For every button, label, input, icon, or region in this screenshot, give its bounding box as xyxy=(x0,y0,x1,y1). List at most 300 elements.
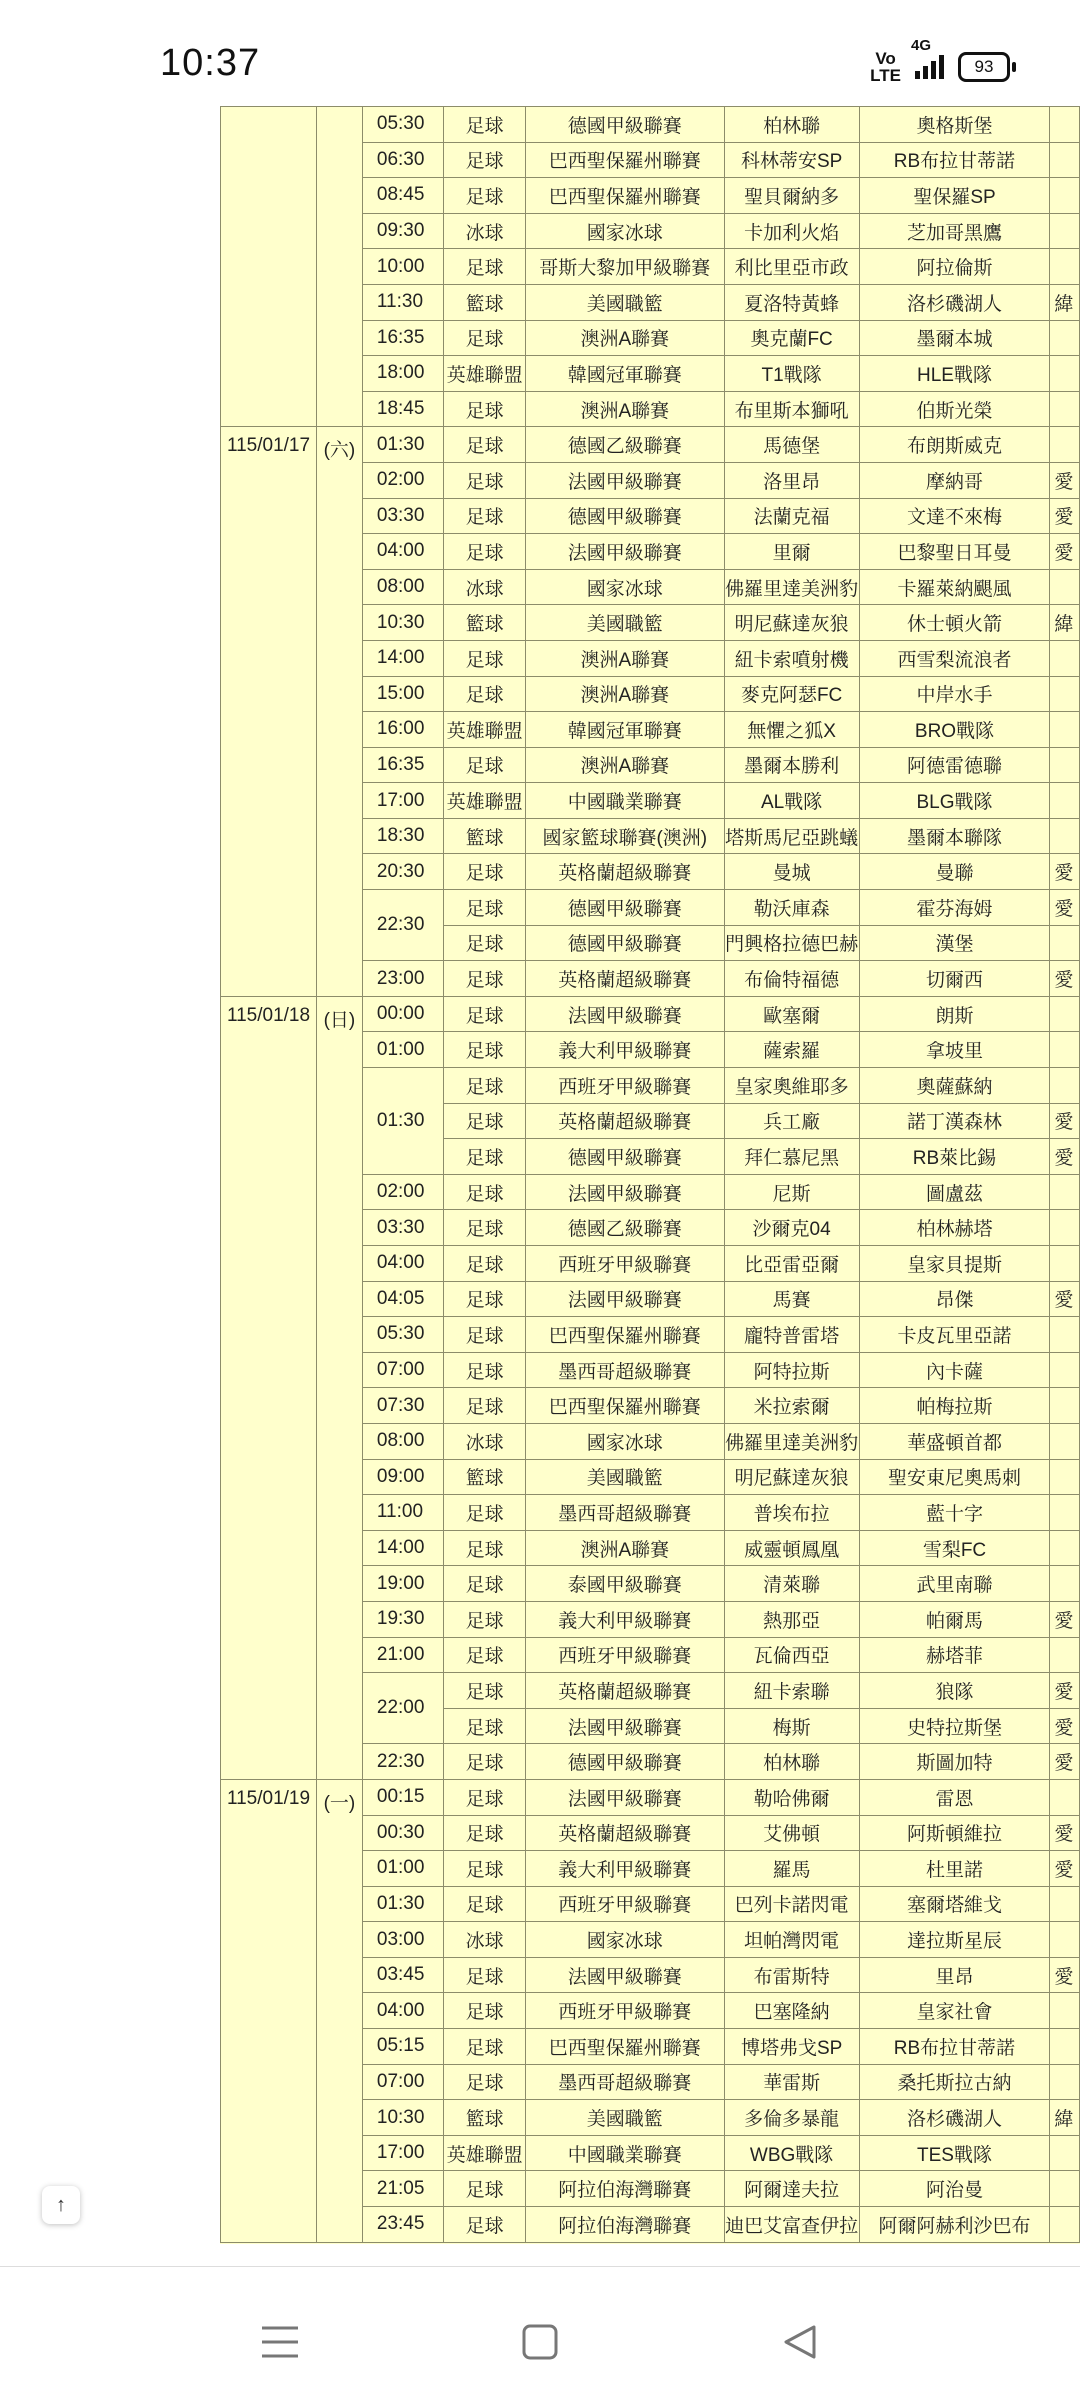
league-cell: 巴西聖保羅州聯賽 xyxy=(525,1388,724,1424)
away-cell: 藍十字 xyxy=(859,1495,1050,1531)
time-cell: 15:00 xyxy=(362,676,443,712)
league-cell: 德國乙級聯賽 xyxy=(525,1210,724,1246)
extra-cell xyxy=(1050,1246,1080,1282)
signal-icon xyxy=(911,37,944,79)
time-cell: 01:00 xyxy=(362,1851,443,1887)
sport-cell: 足球 xyxy=(444,462,526,498)
time-cell: 07:00 xyxy=(362,1352,443,1388)
extra-cell xyxy=(1050,1352,1080,1388)
home-cell: 無懼之狐X xyxy=(724,712,859,748)
sport-cell: 足球 xyxy=(444,1210,526,1246)
status-icons xyxy=(870,37,1010,85)
time-cell: 19:00 xyxy=(362,1566,443,1602)
time-cell: 05:30 xyxy=(362,107,443,143)
sport-cell: 足球 xyxy=(444,676,526,712)
extra-cell xyxy=(1050,1637,1080,1673)
extra-cell xyxy=(1050,1068,1080,1104)
time-cell: 09:00 xyxy=(362,1459,443,1495)
away-cell: 卡皮瓦里亞諾 xyxy=(859,1317,1050,1353)
arrow-up-icon: ↑ xyxy=(56,2193,66,2216)
home-cell: 清萊聯 xyxy=(724,1566,859,1602)
sport-cell: 足球 xyxy=(444,1779,526,1815)
home-cell: 布雷斯特 xyxy=(724,1957,859,1993)
away-cell: 阿爾阿赫利沙巴布 xyxy=(859,2207,1050,2243)
extra-cell xyxy=(1050,2135,1080,2171)
league-cell: 巴西聖保羅州聯賽 xyxy=(525,142,724,178)
league-cell: 巴西聖保羅州聯賽 xyxy=(525,178,724,214)
extra-cell: 愛 xyxy=(1050,462,1080,498)
time-cell: 07:30 xyxy=(362,1388,443,1424)
league-cell: 美國職籃 xyxy=(525,2100,724,2136)
away-cell: 中岸水手 xyxy=(859,676,1050,712)
league-cell: 德國甲級聯賽 xyxy=(525,1139,724,1175)
away-cell: BRO戰隊 xyxy=(859,712,1050,748)
home-cell: 麥克阿瑟FC xyxy=(724,676,859,712)
time-cell: 22:30 xyxy=(362,890,443,961)
sport-cell: 足球 xyxy=(444,890,526,926)
time-cell: 10:30 xyxy=(362,2100,443,2136)
weekday-cell: (六) xyxy=(317,427,363,997)
extra-cell: 愛 xyxy=(1050,1815,1080,1851)
time-cell: 01:30 xyxy=(362,427,443,463)
away-cell: 達拉斯星辰 xyxy=(859,1922,1050,1958)
sport-cell: 籃球 xyxy=(444,1459,526,1495)
sport-cell: 足球 xyxy=(444,1673,526,1709)
home-cell: 法蘭克福 xyxy=(724,498,859,534)
away-cell: 巴黎聖日耳曼 xyxy=(859,534,1050,570)
home-cell: AL戰隊 xyxy=(724,783,859,819)
away-cell: 帕爾馬 xyxy=(859,1601,1050,1637)
league-cell: 法國甲級聯賽 xyxy=(525,1281,724,1317)
extra-cell: 愛 xyxy=(1050,961,1080,997)
extra-cell: 愛 xyxy=(1050,1103,1080,1139)
away-cell: 阿治曼 xyxy=(859,2171,1050,2207)
extra-cell xyxy=(1050,2029,1080,2065)
league-cell: 美國職籃 xyxy=(525,1459,724,1495)
sport-cell: 足球 xyxy=(444,1068,526,1104)
sport-cell: 足球 xyxy=(444,498,526,534)
home-cell: 尼斯 xyxy=(724,1174,859,1210)
extra-cell: 愛 xyxy=(1050,1708,1080,1744)
home-cell: WBG戰隊 xyxy=(724,2135,859,2171)
sport-cell: 足球 xyxy=(444,142,526,178)
extra-cell xyxy=(1050,249,1080,285)
sport-cell: 足球 xyxy=(444,534,526,570)
league-cell: 澳洲A聯賽 xyxy=(525,640,724,676)
league-cell: 墨西哥超級聯賽 xyxy=(525,2064,724,2100)
time-cell: 05:15 xyxy=(362,2029,443,2065)
sport-cell: 足球 xyxy=(444,249,526,285)
league-cell: 阿拉伯海灣聯賽 xyxy=(525,2207,724,2243)
away-cell: 昂傑 xyxy=(859,1281,1050,1317)
sport-cell: 籃球 xyxy=(444,818,526,854)
away-cell: 雷恩 xyxy=(859,1779,1050,1815)
sport-cell: 足球 xyxy=(444,1388,526,1424)
extra-cell xyxy=(1050,1495,1080,1531)
home-cell: 多倫多暴龍 xyxy=(724,2100,859,2136)
home-cell: 門興格拉德巴赫 xyxy=(724,925,859,961)
time-cell: 22:30 xyxy=(362,1744,443,1780)
time-cell: 04:00 xyxy=(362,1246,443,1282)
league-cell: 國家冰球 xyxy=(525,569,724,605)
league-cell: 韓國冠軍聯賽 xyxy=(525,712,724,748)
sport-cell: 足球 xyxy=(444,2064,526,2100)
extra-cell xyxy=(1050,640,1080,676)
league-cell: 巴西聖保羅州聯賽 xyxy=(525,1317,724,1353)
navigation-bar xyxy=(0,2266,1080,2401)
time-cell: 16:35 xyxy=(362,320,443,356)
home-cell: 奧克蘭FC xyxy=(724,320,859,356)
recents-button[interactable] xyxy=(255,2317,305,2367)
schedule-table xyxy=(220,106,1080,2243)
date-cell: 115/01/17 xyxy=(221,427,317,997)
extra-cell xyxy=(1050,1174,1080,1210)
league-cell: 澳洲A聯賽 xyxy=(525,320,724,356)
weekday-cell xyxy=(317,107,363,427)
sport-cell: 足球 xyxy=(444,107,526,143)
sport-cell: 英雄聯盟 xyxy=(444,2135,526,2171)
sport-cell: 足球 xyxy=(444,1957,526,1993)
sport-cell: 足球 xyxy=(444,961,526,997)
away-cell: RB萊比錫 xyxy=(859,1139,1050,1175)
away-cell: 杜里諾 xyxy=(859,1851,1050,1887)
league-cell: 中國職業聯賽 xyxy=(525,783,724,819)
time-cell: 11:30 xyxy=(362,284,443,320)
away-cell: 皇家社會 xyxy=(859,1993,1050,2029)
date-cell xyxy=(221,107,317,427)
extra-cell xyxy=(1050,320,1080,356)
time-cell: 21:00 xyxy=(362,1637,443,1673)
home-cell: 里爾 xyxy=(724,534,859,570)
home-cell: 佛羅里達美洲豹 xyxy=(724,1423,859,1459)
league-cell: 韓國冠軍聯賽 xyxy=(525,356,724,392)
time-cell: 03:45 xyxy=(362,1957,443,1993)
home-cell: 卡加利火焰 xyxy=(724,213,859,249)
away-cell: 圖盧茲 xyxy=(859,1174,1050,1210)
time-cell: 04:00 xyxy=(362,1993,443,2029)
away-cell: 諾丁漢森林 xyxy=(859,1103,1050,1139)
league-cell: 德國甲級聯賽 xyxy=(525,107,724,143)
schedule-table-viewport[interactable] xyxy=(220,106,1080,2244)
sport-cell: 足球 xyxy=(444,1601,526,1637)
sport-cell: 冰球 xyxy=(444,1922,526,1958)
sport-cell: 足球 xyxy=(444,1708,526,1744)
time-cell: 18:00 xyxy=(362,356,443,392)
home-button[interactable] xyxy=(515,2317,565,2367)
home-cell: 巴列卡諾閃電 xyxy=(724,1886,859,1922)
league-cell: 哥斯大黎加甲級聯賽 xyxy=(525,249,724,285)
sport-cell: 足球 xyxy=(444,1993,526,2029)
home-cell: 曼城 xyxy=(724,854,859,890)
league-cell: 西班牙甲級聯賽 xyxy=(525,1993,724,2029)
time-cell: 09:30 xyxy=(362,213,443,249)
league-cell: 德國甲級聯賽 xyxy=(525,498,724,534)
home-cell: 羅馬 xyxy=(724,1851,859,1887)
time-cell: 03:30 xyxy=(362,1210,443,1246)
extra-cell: 愛 xyxy=(1050,1281,1080,1317)
extra-cell: 愛 xyxy=(1050,1673,1080,1709)
extra-cell xyxy=(1050,2207,1080,2243)
table-row xyxy=(221,107,1080,143)
back-button[interactable] xyxy=(775,2317,825,2367)
home-cell: 聖貝爾納多 xyxy=(724,178,859,214)
league-cell: 德國甲級聯賽 xyxy=(525,890,724,926)
time-cell: 10:00 xyxy=(362,249,443,285)
extra-cell xyxy=(1050,1779,1080,1815)
time-cell: 10:30 xyxy=(362,605,443,641)
league-cell: 法國甲級聯賽 xyxy=(525,1779,724,1815)
home-cell: 沙爾克04 xyxy=(724,1210,859,1246)
extra-cell xyxy=(1050,925,1080,961)
home-cell: 華雷斯 xyxy=(724,2064,859,2100)
extra-cell xyxy=(1050,142,1080,178)
home-cell: 馬德堡 xyxy=(724,427,859,463)
time-cell: 03:00 xyxy=(362,1922,443,1958)
home-cell: 柏林聯 xyxy=(724,1744,859,1780)
league-cell: 國家冰球 xyxy=(525,1922,724,1958)
away-cell: 桑托斯拉古納 xyxy=(859,2064,1050,2100)
extra-cell xyxy=(1050,427,1080,463)
home-cell: 紐卡索噴射機 xyxy=(724,640,859,676)
extra-cell xyxy=(1050,1032,1080,1068)
away-cell: 墨爾本城 xyxy=(859,320,1050,356)
sport-cell: 足球 xyxy=(444,1744,526,1780)
extra-cell: 愛 xyxy=(1050,1851,1080,1887)
sport-cell: 足球 xyxy=(444,1495,526,1531)
away-cell: 史特拉斯堡 xyxy=(859,1708,1050,1744)
time-cell: 01:30 xyxy=(362,1886,443,1922)
away-cell: 阿拉倫斯 xyxy=(859,249,1050,285)
away-cell: 阿斯頓維拉 xyxy=(859,1815,1050,1851)
time-cell: 00:30 xyxy=(362,1815,443,1851)
sport-cell: 足球 xyxy=(444,2207,526,2243)
extra-cell: 緯 xyxy=(1050,605,1080,641)
date-cell: 115/01/18 xyxy=(221,996,317,1779)
away-cell: 霍芬海姆 xyxy=(859,890,1050,926)
time-cell: 01:00 xyxy=(362,1032,443,1068)
date-cell: 115/01/19 xyxy=(221,1779,317,2242)
league-cell: 法國甲級聯賽 xyxy=(525,534,724,570)
status-time: 10:37 xyxy=(160,42,261,84)
home-cell: 薩索羅 xyxy=(724,1032,859,1068)
sport-cell: 足球 xyxy=(444,1103,526,1139)
square-icon xyxy=(522,2324,558,2360)
time-cell: 11:00 xyxy=(362,1495,443,1531)
league-cell: 義大利甲級聯賽 xyxy=(525,1032,724,1068)
away-cell: 斯圖加特 xyxy=(859,1744,1050,1780)
league-cell: 澳洲A聯賽 xyxy=(525,747,724,783)
home-cell: 佛羅里達美洲豹 xyxy=(724,569,859,605)
home-cell: 紐卡索聯 xyxy=(724,1673,859,1709)
away-cell: 布朗斯威克 xyxy=(859,427,1050,463)
league-cell: 義大利甲級聯賽 xyxy=(525,1601,724,1637)
menu-icon xyxy=(260,2324,300,2360)
home-cell: 塔斯馬尼亞跳蟻 xyxy=(724,818,859,854)
away-cell: 聖安東尼奧馬刺 xyxy=(859,1459,1050,1495)
extra-cell: 愛 xyxy=(1050,498,1080,534)
time-cell: 16:00 xyxy=(362,712,443,748)
sport-cell: 籃球 xyxy=(444,605,526,641)
home-cell: 龐特普雷塔 xyxy=(724,1317,859,1353)
away-cell: 漢堡 xyxy=(859,925,1050,961)
time-cell: 07:00 xyxy=(362,2064,443,2100)
sport-cell: 足球 xyxy=(444,996,526,1032)
time-cell: 02:00 xyxy=(362,1174,443,1210)
extra-cell xyxy=(1050,1317,1080,1353)
extra-cell: 愛 xyxy=(1050,534,1080,570)
extra-cell: 愛 xyxy=(1050,1957,1080,1993)
extra-cell xyxy=(1050,1922,1080,1958)
home-cell: 洛里昂 xyxy=(724,462,859,498)
league-cell: 墨西哥超級聯賽 xyxy=(525,1495,724,1531)
status-bar xyxy=(0,0,1080,100)
extra-cell xyxy=(1050,1886,1080,1922)
sport-cell: 足球 xyxy=(444,1815,526,1851)
away-cell: RB布拉甘蒂諾 xyxy=(859,2029,1050,2065)
time-cell: 17:00 xyxy=(362,783,443,819)
sport-cell: 足球 xyxy=(444,427,526,463)
extra-cell: 緯 xyxy=(1050,284,1080,320)
time-cell: 08:00 xyxy=(362,1423,443,1459)
home-cell: 布里斯本獅吼 xyxy=(724,391,859,427)
league-cell: 國家冰球 xyxy=(525,213,724,249)
extra-cell: 愛 xyxy=(1050,1139,1080,1175)
league-cell: 英格蘭超級聯賽 xyxy=(525,1103,724,1139)
sport-cell: 足球 xyxy=(444,1886,526,1922)
away-cell: 阿德雷德聯 xyxy=(859,747,1050,783)
league-cell: 西班牙甲級聯賽 xyxy=(525,1886,724,1922)
away-cell: 武里南聯 xyxy=(859,1566,1050,1602)
sport-cell: 足球 xyxy=(444,747,526,783)
extra-cell xyxy=(1050,213,1080,249)
away-cell: 墨爾本聯隊 xyxy=(859,818,1050,854)
sport-cell: 籃球 xyxy=(444,2100,526,2136)
extra-cell xyxy=(1050,1423,1080,1459)
extra-cell xyxy=(1050,1459,1080,1495)
league-cell: 西班牙甲級聯賽 xyxy=(525,1637,724,1673)
sport-cell: 足球 xyxy=(444,178,526,214)
league-cell: 澳洲A聯賽 xyxy=(525,1530,724,1566)
home-cell: 馬賽 xyxy=(724,1281,859,1317)
league-cell: 美國職籃 xyxy=(525,605,724,641)
time-cell: 21:05 xyxy=(362,2171,443,2207)
sport-cell: 籃球 xyxy=(444,284,526,320)
home-cell: 利比里亞市政 xyxy=(724,249,859,285)
time-cell: 05:30 xyxy=(362,1317,443,1353)
time-cell: 01:30 xyxy=(362,1068,443,1175)
home-cell: 布倫特福德 xyxy=(724,961,859,997)
extra-cell xyxy=(1050,107,1080,143)
away-cell: 文達不來梅 xyxy=(859,498,1050,534)
sport-cell: 足球 xyxy=(444,1281,526,1317)
sport-cell: 足球 xyxy=(444,2171,526,2207)
away-cell: RB布拉甘蒂諾 xyxy=(859,142,1050,178)
time-cell: 06:30 xyxy=(362,142,443,178)
sport-cell: 英雄聯盟 xyxy=(444,356,526,392)
extra-cell xyxy=(1050,712,1080,748)
sport-cell: 足球 xyxy=(444,1352,526,1388)
time-cell: 00:15 xyxy=(362,1779,443,1815)
home-cell: 博塔弗戈SP xyxy=(724,2029,859,2065)
league-cell: 巴西聖保羅州聯賽 xyxy=(525,2029,724,2065)
extra-cell xyxy=(1050,2064,1080,2100)
extra-cell xyxy=(1050,996,1080,1032)
away-cell: 聖保羅SP xyxy=(859,178,1050,214)
home-cell: 普埃布拉 xyxy=(724,1495,859,1531)
away-cell: 卡羅萊納颶風 xyxy=(859,569,1050,605)
time-cell: 19:30 xyxy=(362,1601,443,1637)
away-cell: 雪梨FC xyxy=(859,1530,1050,1566)
away-cell: 赫塔菲 xyxy=(859,1637,1050,1673)
home-cell: 坦帕灣閃電 xyxy=(724,1922,859,1958)
sport-cell: 冰球 xyxy=(444,213,526,249)
table-row xyxy=(221,996,1080,1032)
away-cell: 奧格斯堡 xyxy=(859,107,1050,143)
extra-cell xyxy=(1050,1530,1080,1566)
home-cell: 歐塞爾 xyxy=(724,996,859,1032)
away-cell: BLG戰隊 xyxy=(859,783,1050,819)
sport-cell: 冰球 xyxy=(444,1423,526,1459)
league-cell: 國家冰球 xyxy=(525,1423,724,1459)
away-cell: 芝加哥黑鷹 xyxy=(859,213,1050,249)
extra-cell: 愛 xyxy=(1050,1601,1080,1637)
weekday-cell: (一) xyxy=(317,1779,363,2242)
sport-cell: 足球 xyxy=(444,1637,526,1673)
home-cell: 比亞雷亞爾 xyxy=(724,1246,859,1282)
home-cell: 巴塞隆納 xyxy=(724,1993,859,2029)
home-cell: 艾佛頓 xyxy=(724,1815,859,1851)
league-cell: 泰國甲級聯賽 xyxy=(525,1566,724,1602)
league-cell: 義大利甲級聯賽 xyxy=(525,1851,724,1887)
league-cell: 英格蘭超級聯賽 xyxy=(525,1815,724,1851)
sport-cell: 足球 xyxy=(444,854,526,890)
time-cell: 03:30 xyxy=(362,498,443,534)
home-cell: 皇家奧維耶多 xyxy=(724,1068,859,1104)
time-cell: 08:00 xyxy=(362,569,443,605)
league-cell: 中國職業聯賽 xyxy=(525,2135,724,2171)
time-cell: 23:00 xyxy=(362,961,443,997)
extra-cell xyxy=(1050,1566,1080,1602)
league-cell: 德國甲級聯賽 xyxy=(525,1744,724,1780)
extra-cell xyxy=(1050,178,1080,214)
league-cell: 英格蘭超級聯賽 xyxy=(525,961,724,997)
home-cell: 勒沃庫森 xyxy=(724,890,859,926)
away-cell: 摩納哥 xyxy=(859,462,1050,498)
triangle-back-icon xyxy=(782,2324,818,2360)
home-cell: 瓦倫西亞 xyxy=(724,1637,859,1673)
league-cell: 英格蘭超級聯賽 xyxy=(525,854,724,890)
sport-cell: 足球 xyxy=(444,1851,526,1887)
home-cell: 夏洛特黃蜂 xyxy=(724,284,859,320)
time-cell: 23:45 xyxy=(362,2207,443,2243)
sport-cell: 足球 xyxy=(444,1174,526,1210)
sport-cell: 英雄聯盟 xyxy=(444,712,526,748)
home-cell: 迪巴艾富查伊拉 xyxy=(724,2207,859,2243)
extra-cell: 愛 xyxy=(1050,890,1080,926)
extra-cell: 緯 xyxy=(1050,2100,1080,2136)
home-cell: 熱那亞 xyxy=(724,1601,859,1637)
extra-cell xyxy=(1050,747,1080,783)
league-cell: 墨西哥超級聯賽 xyxy=(525,1352,724,1388)
extra-cell: 愛 xyxy=(1050,1744,1080,1780)
league-cell: 國家籃球聯賽(澳洲) xyxy=(525,818,724,854)
extra-cell xyxy=(1050,818,1080,854)
home-cell: 勒哈佛爾 xyxy=(724,1779,859,1815)
league-cell: 法國甲級聯賽 xyxy=(525,462,724,498)
scroll-to-top-button[interactable] xyxy=(42,2186,80,2224)
home-cell: 兵工廠 xyxy=(724,1103,859,1139)
time-cell: 22:00 xyxy=(362,1673,443,1744)
